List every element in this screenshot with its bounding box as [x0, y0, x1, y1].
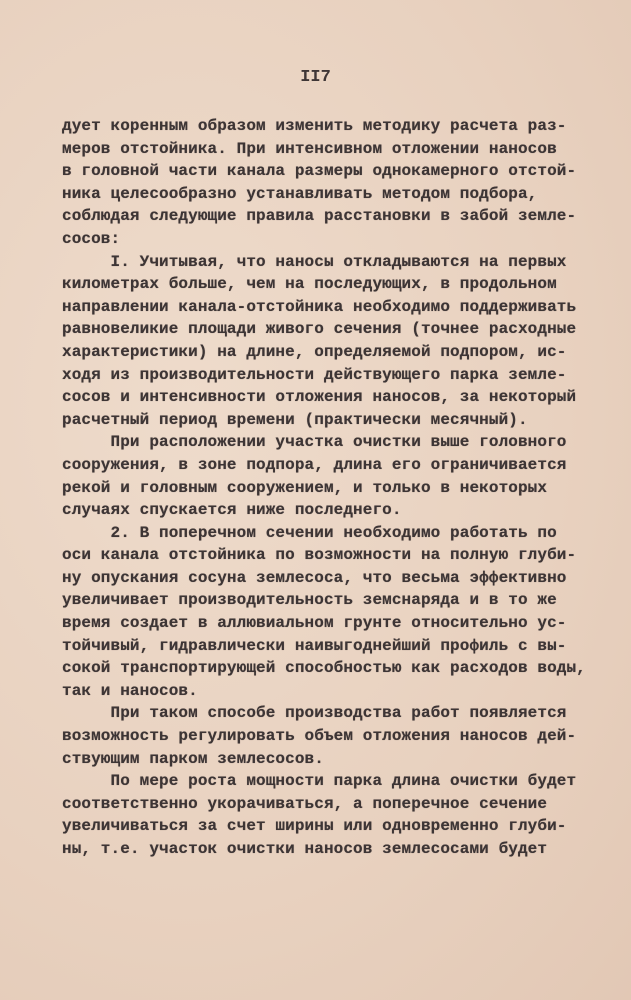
text-line: так и наносов. [62, 681, 198, 700]
text-line: По мере роста мощности парка длина очистки будет [62, 772, 577, 791]
text-line: I. Учитывая, что наносы откладываются на первых [62, 252, 567, 271]
text-line: время создает в аллювиальном грунте относительно ус- [62, 614, 567, 633]
text-line: возможность регулировать объем отложения наносов дей- [62, 727, 577, 746]
text-line: дует коренным образом изменить методику расчета раз- [62, 117, 567, 135]
text-line: в головной части канала размеры однокамерного отстой- [62, 162, 577, 181]
text-line: направлении канала-отстойника необходимо поддерживать [62, 297, 577, 316]
text-line: 2. В поперечном сечении необходимо работать по [62, 523, 557, 542]
text-line: случаях спускается ниже последнего. [62, 501, 402, 520]
text-line: ны, т.е. участок очистки наносов землесосами будет [62, 840, 548, 858]
text-line: меров отстойника. При интенсивном отложении наносов [62, 139, 557, 158]
document-body [62, 115, 586, 861]
text-line: сооружения, в зоне подпора, длина его ограничивается [62, 455, 567, 474]
text-line: ника целесообразно устанавливать методом подбора, [62, 184, 538, 203]
text-line: увеличивает производительность земснаряда и в то же [62, 591, 557, 610]
text-line: сосов и интенсивности отложения наносов, за некоторый [62, 388, 577, 407]
text-line: характеристики) на длине, определяемой подпором, ис- [62, 342, 567, 361]
page-number: II7 [300, 68, 331, 87]
text-line: соблюдая следующие правила расстановки в забой земле- [62, 207, 577, 226]
text-line: ходя из производительности действующего парка земле- [62, 365, 567, 384]
text-line: сосов: [62, 229, 121, 248]
text-line: ствующим парком землесосов. [62, 749, 324, 768]
text-line: При таком способе производства работ появляется [62, 704, 567, 723]
text-line: тойчивый, гидравлически наивыгоднейший профиль с вы- [62, 636, 567, 655]
text-line: При расположении участка очистки выше головного [62, 433, 567, 452]
text-line: равновеликие площади живого сечения (точнее расходные [62, 320, 577, 339]
text-line: увеличиваться за счет ширины или одновременно глуби- [62, 817, 567, 836]
text-line: сокой транспортирующей способностью как расходов воды, [62, 659, 586, 678]
text-line: ну опускания сосуна землесоса, что весьма эффективно [62, 568, 567, 587]
text-line: километрах больше, чем на последующих, в продольном [62, 275, 557, 294]
text-line: оси канала отстойника по возможности на полную глуби- [62, 546, 577, 565]
text-line: соответственно укорачиваться, а поперечное сечение [62, 794, 548, 813]
text-line: рекой и головным сооружением, и только в некоторых [62, 478, 548, 497]
text-line: расчетный период времени (практически месячный). [62, 410, 528, 429]
